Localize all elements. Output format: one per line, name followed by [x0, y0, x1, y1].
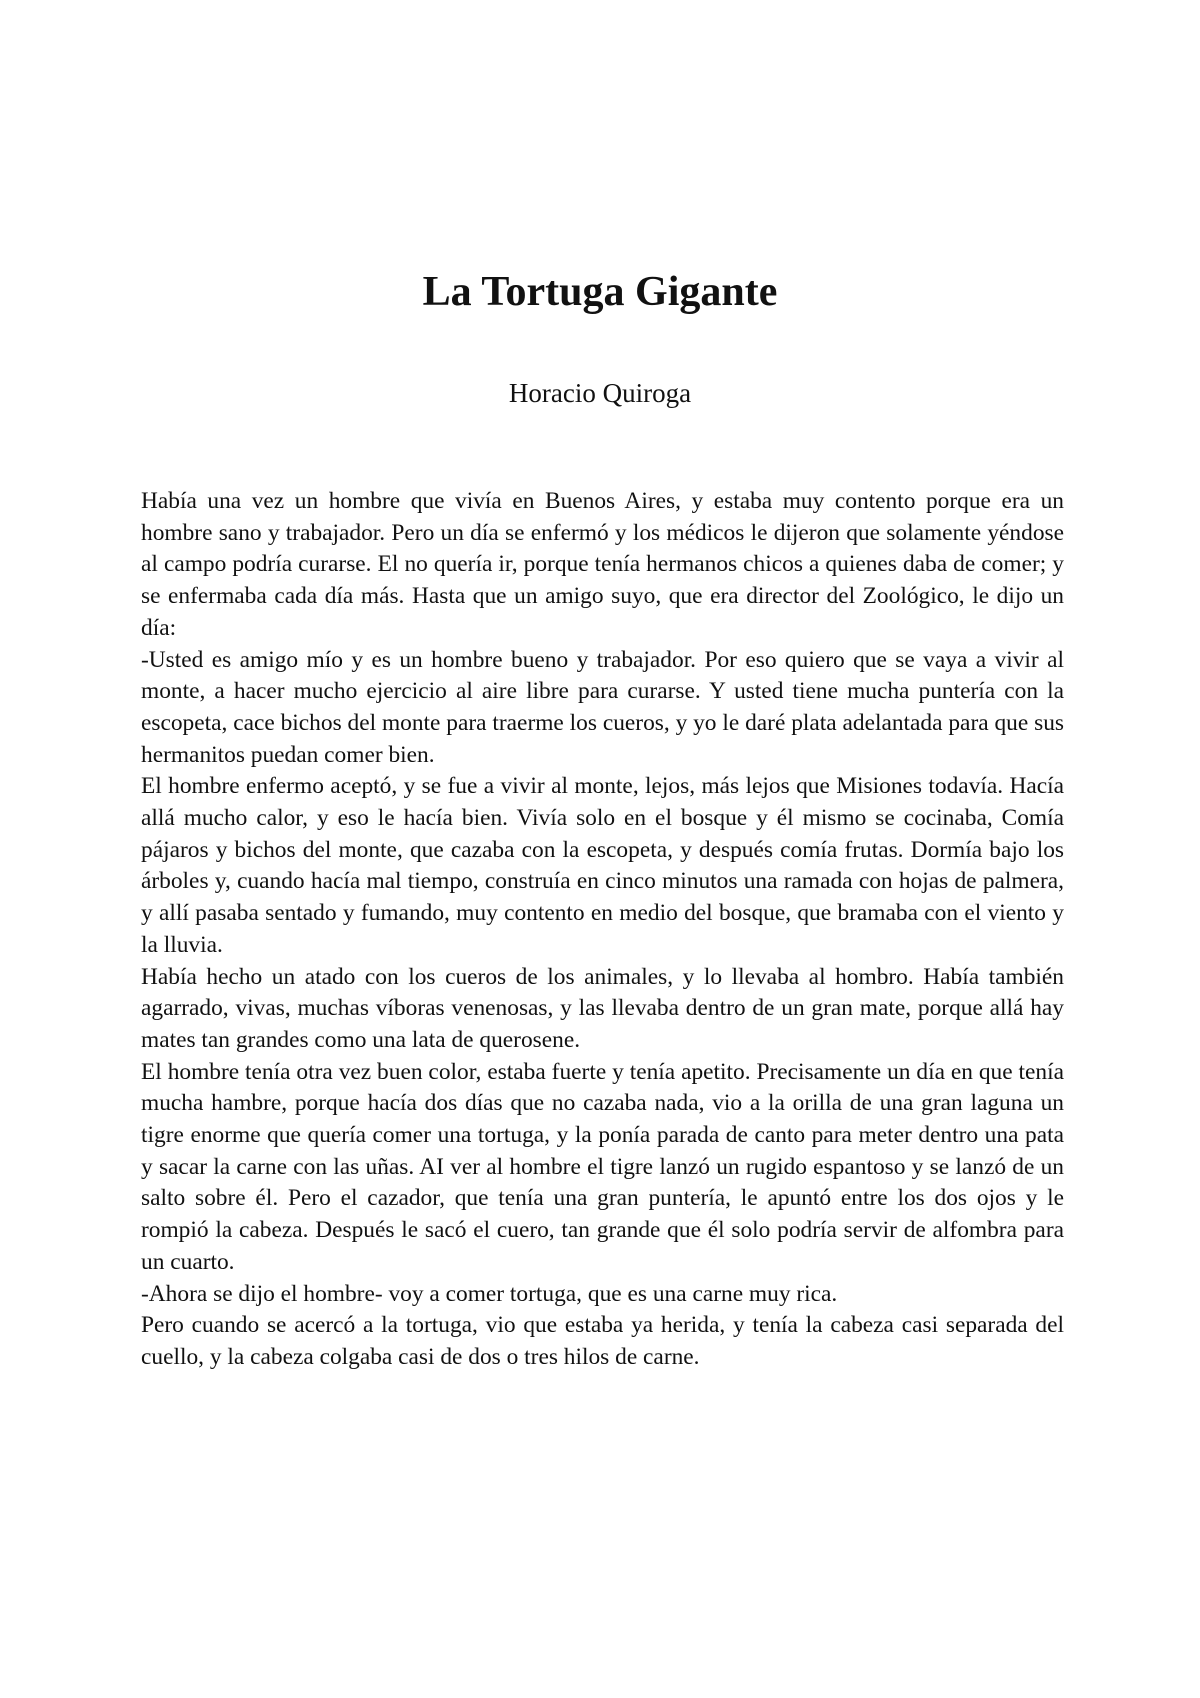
document-title: La Tortuga Gigante — [422, 269, 778, 315]
document-author: Horacio Quiroga — [508, 378, 692, 408]
document-body — [141, 486, 1064, 1374]
paragraph: Había hecho un atado con los cueros de los animales, y lo llevaba al hombro. Había también agarrado, vivas, muchas víboras venenosas, y las llevaba dentro de un gran mate, porque allá hay mates tan grandes como una lata de querosene. — [141, 963, 1064, 1053]
paragraph: -Ahora se dijo el hombre- voy a comer tortuga, que es una carne muy rica. — [141, 1280, 838, 1307]
paragraph: El hombre enfermo aceptó, y se fue a vivir al monte, lejos, más lejos que Misiones todavía. Hacía allá mucho calor, y eso le hacía bien. Vivía solo en el bosque y él mismo se cocinaba, Comía pájaros y bichos del monte, que cazaba con la escopeta, y después comía frutas. Dormía bajo los árboles y, cuando hacía mal tiempo, construía en cinco minutos una ramada con hojas de palmera, y allí pasaba sentado y fumando, muy contento en medio del bosque, que bramaba con el viento y la lluvia. — [141, 773, 1064, 958]
paragraph: El hombre tenía otra vez buen color, estaba fuerte y tenía apetito. Precisamente un día en que tenía mucha hambre, porque hacía dos días que no cazaba nada, vio a la orilla de una gran laguna un tigre enorme que quería comer una tortuga, y la ponía parada de canto para meter dentro una pata y sacar la carne con las uñas. AI ver al hombre el tigre lanzó un rugido espantoso y se lanzó de un salto sobre él. Pero el cazador, que tenía una gran puntería, le apuntó entre los dos ojos y le rompió la cabeza. Después le sacó el cuero, tan grande que él solo podría servir de alfombra para un cuarto. — [141, 1058, 1064, 1275]
paragraph: -Usted es amigo mío y es un hombre bueno y trabajador. Por eso quiero que se vaya a vivir al monte, a hacer mucho ejercicio al aire libre para curarse. Y usted tiene mucha puntería con la escopeta, cace bichos del monte para traerme los cueros, y yo le daré plata adelantada para que sus hermanitos puedan comer bien. — [141, 646, 1064, 768]
paragraph: Había una vez un hombre que vivía en Buenos Aires, y estaba muy contento porque era un hombre sano y trabajador. Pero un día se enfermó y los médicos le dijeron que solamente yéndose al campo podría curarse. El no quería ir, porque tenía hermanos chicos a quienes daba de comer; y se enfermaba cada día más. Hasta que un amigo suyo, que era director del Zoológico, le dijo un día: — [141, 488, 1064, 641]
paragraph: Pero cuando se acercó a la tortuga, vio que estaba ya herida, y tenía la cabeza casi separada del cuello, y la cabeza colgaba casi de dos o tres hilos de carne. — [141, 1312, 1064, 1370]
